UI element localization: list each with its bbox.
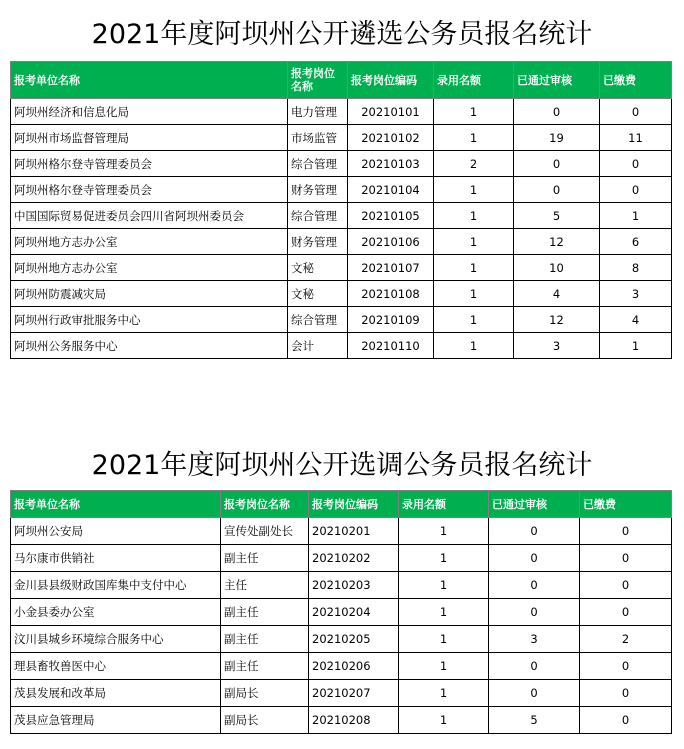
post-code-cell: 20210106 [348,229,434,255]
approved-cell: 0 [514,177,600,203]
table-row [11,680,672,707]
post-name-cell: 副主任 [221,599,309,626]
quota-cell: 1 [434,125,514,151]
approved-cell: 0 [514,99,600,125]
post-code-cell: 20210201 [309,518,399,545]
unit-name-cell: 阿坝州防震减灾局 [11,281,288,307]
post-name-cell: 副主任 [221,545,309,572]
table-row [11,125,672,151]
quota-cell: 1 [434,203,514,229]
paid-cell: 3 [600,281,672,307]
paid-cell: 2 [580,626,672,653]
quota-cell: 1 [399,653,489,680]
header-paid: 已缴费 [580,491,672,518]
post-code-cell: 20210207 [309,680,399,707]
post-code-cell: 20210202 [309,545,399,572]
paid-cell: 0 [600,151,672,177]
post-code-cell: 20210101 [348,99,434,125]
quota-cell: 2 [434,151,514,177]
table-row [11,707,672,734]
approved-cell: 12 [514,229,600,255]
paid-cell: 11 [600,125,672,151]
post-name-cell: 副局长 [221,707,309,734]
transfer-stats-table [10,490,672,734]
post-code-cell: 20210204 [309,599,399,626]
post-code-cell: 20210104 [348,177,434,203]
table-row [11,307,672,333]
unit-name-cell: 阿坝州行政审批服务中心 [11,307,288,333]
post-name-cell: 副主任 [221,626,309,653]
quota-cell: 1 [434,281,514,307]
post-code-cell: 20210205 [309,626,399,653]
header-post-code: 报考岗位编码 [348,62,434,99]
post-code-cell: 20210107 [348,255,434,281]
table-row [11,518,672,545]
table-row [11,333,672,359]
paid-cell: 0 [600,99,672,125]
post-code-cell: 20210203 [309,572,399,599]
unit-name-cell: 金川县县级财政国库集中支付中心 [11,572,221,599]
unit-name-cell: 阿坝州市场监督管理局 [11,125,288,151]
unit-name-cell: 茂县应急管理局 [11,707,221,734]
post-name-cell: 副局长 [221,680,309,707]
table-row [11,281,672,307]
post-name-cell: 主任 [221,572,309,599]
post-code-cell: 20210102 [348,125,434,151]
header-quota: 录用名额 [434,62,514,99]
header-unit: 报考单位名称 [11,62,288,99]
unit-name-cell: 汶川县城乡环境综合服务中心 [11,626,221,653]
post-code-cell: 20210206 [309,653,399,680]
table-row [11,229,672,255]
paid-cell: 4 [600,307,672,333]
selection-stats-table [10,61,672,359]
paid-cell: 0 [600,177,672,203]
paid-cell: 1 [600,203,672,229]
paid-cell: 0 [580,653,672,680]
quota-cell: 1 [399,599,489,626]
post-name-cell: 文秘 [288,281,348,307]
header-post-name: 报考岗位名称 [221,491,309,518]
table2-title: 2021年度阿坝州公开选调公务员报名统计 [91,450,593,481]
header-quota: 录用名额 [399,491,489,518]
quota-cell: 1 [434,177,514,203]
approved-cell: 0 [489,518,580,545]
unit-name-cell: 阿坝州公安局 [11,518,221,545]
table-row [11,626,672,653]
post-name-cell: 宣传处副处长 [221,518,309,545]
table1-title: 2021年度阿坝州公开遴选公务员报名统计 [91,19,593,50]
quota-cell: 1 [399,518,489,545]
approved-cell: 3 [489,626,580,653]
table-header-row [11,491,672,518]
post-name-cell: 财务管理 [288,177,348,203]
approved-cell: 3 [514,333,600,359]
approved-cell: 0 [489,599,580,626]
post-name-cell: 会计 [288,333,348,359]
header-unit: 报考单位名称 [11,491,221,518]
unit-name-cell: 中国国际贸易促进委员会四川省阿坝州委员会 [11,203,288,229]
unit-name-cell: 阿坝州地方志办公室 [11,229,288,255]
quota-cell: 1 [399,626,489,653]
unit-name-cell: 阿坝州公务服务中心 [11,333,288,359]
approved-cell: 12 [514,307,600,333]
approved-cell: 0 [489,572,580,599]
header-paid: 已缴费 [600,62,672,99]
approved-cell: 19 [514,125,600,151]
table-row [11,99,672,125]
quota-cell: 1 [434,255,514,281]
post-code-cell: 20210208 [309,707,399,734]
header-post-code: 报考岗位编码 [309,491,399,518]
quota-cell: 1 [399,545,489,572]
unit-name-cell: 小金县委办公室 [11,599,221,626]
approved-cell: 5 [489,707,580,734]
paid-cell: 1 [600,333,672,359]
post-name-cell: 文秘 [288,255,348,281]
table-row [11,203,672,229]
approved-cell: 0 [489,545,580,572]
table-row [11,599,672,626]
quota-cell: 1 [399,680,489,707]
post-code-cell: 20210103 [348,151,434,177]
header-approved: 已通过审核 [514,62,600,99]
unit-name-cell: 阿坝州地方志办公室 [11,255,288,281]
paid-cell: 0 [580,707,672,734]
paid-cell: 0 [580,680,672,707]
quota-cell: 1 [399,572,489,599]
post-name-cell: 市场监管 [288,125,348,151]
table-row [11,177,672,203]
table-row [11,255,672,281]
paid-cell: 0 [580,518,672,545]
unit-name-cell: 理县畜牧兽医中心 [11,653,221,680]
post-name-cell: 综合管理 [288,203,348,229]
table-row [11,572,672,599]
table-header-row [11,62,672,99]
paid-cell: 0 [580,572,672,599]
unit-name-cell: 阿坝州格尔登寺管理委员会 [11,151,288,177]
paid-cell: 0 [580,599,672,626]
post-name-cell: 财务管理 [288,229,348,255]
quota-cell: 1 [434,99,514,125]
paid-cell: 0 [580,545,672,572]
table-row [11,151,672,177]
unit-name-cell: 阿坝州经济和信息化局 [11,99,288,125]
post-code-cell: 20210108 [348,281,434,307]
approved-cell: 0 [489,653,580,680]
unit-name-cell: 茂县发展和改革局 [11,680,221,707]
unit-name-cell: 阿坝州格尔登寺管理委员会 [11,177,288,203]
approved-cell: 10 [514,255,600,281]
quota-cell: 1 [434,229,514,255]
table-row [11,545,672,572]
approved-cell: 4 [514,281,600,307]
table-row [11,653,672,680]
header-approved: 已通过审核 [489,491,580,518]
post-code-cell: 20210109 [348,307,434,333]
post-code-cell: 20210105 [348,203,434,229]
post-name-cell: 电力管理 [288,99,348,125]
unit-name-cell: 马尔康市供销社 [11,545,221,572]
paid-cell: 6 [600,229,672,255]
post-name-cell: 综合管理 [288,307,348,333]
approved-cell: 0 [514,151,600,177]
approved-cell: 0 [489,680,580,707]
post-name-cell: 副主任 [221,653,309,680]
approved-cell: 5 [514,203,600,229]
quota-cell: 1 [434,307,514,333]
quota-cell: 1 [399,707,489,734]
header-post-name: 报考岗位名称 [288,62,348,99]
quota-cell: 1 [434,333,514,359]
post-name-cell: 综合管理 [288,151,348,177]
paid-cell: 8 [600,255,672,281]
post-code-cell: 20210110 [348,333,434,359]
